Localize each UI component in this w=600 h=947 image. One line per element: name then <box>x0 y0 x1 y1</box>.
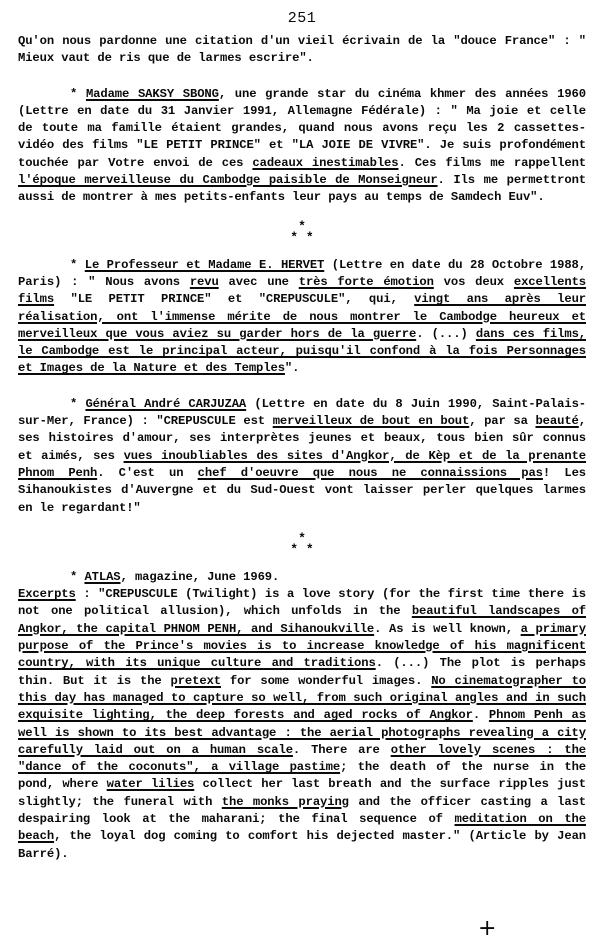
underlined-text-run: beautiful landscapes of Angkor, the capital PHNOM PENH, and Sihanoukville <box>18 604 587 636</box>
text-run: , une grande star du cinéma khmer des années 1960 (Lettre en date du 31 Janvier 1991, Allemagne Fédérale) : " Ma joie et celle de toute ma famille étaient grandes, quand nous avons reçu les 2 cassettes-vidéo des films "LE PETIT PRINCE" et "LA JOIE DE VIVRE". Je suis profondément touchée par Votre envoi de ces <box>18 86 586 170</box>
underlined-text-run: the monks praying <box>221 794 349 809</box>
asterisk-line: * <box>298 218 306 234</box>
underlined-text-run: Madame SAKSY SBONG <box>85 86 219 101</box>
text-run: ". <box>284 361 300 376</box>
text-run: , par sa <box>469 414 536 429</box>
text-run: . <box>472 708 489 723</box>
underlined-text-run: ATLAS <box>84 569 121 584</box>
underlined-text-run: meditation on the beach <box>18 811 586 844</box>
page-number: 251 <box>287 10 317 27</box>
underlined-text-run: vues inoubliables des sites d'Angkor, de Kèp et de la prenante Phnom Penh <box>18 448 587 480</box>
underlined-text-run: Général André CARJUZAA <box>85 396 247 411</box>
text-run: (Lettre en date du 28 Octobre 1988, Paris) : " Nous avons <box>18 257 586 289</box>
underlined-text-run: revu <box>189 274 219 289</box>
text-run: Qu'on nous pardonne une citation d'un vieil écrivain de la "douce France" : " Mieux vaut de ris que de larmes escrire". <box>18 34 586 66</box>
underlined-text-run: other lovely scenes : the "dance of the coconuts", a village pastime <box>18 742 586 775</box>
underlined-text-run: Excerpts <box>18 587 76 602</box>
text-run: . (...) <box>416 326 476 341</box>
underlined-text-run: No cinematographer to this day has managed to capture so well, from such original angles and in such exquisite lighting, the deep forests and aged rocks of Angkor <box>18 673 586 723</box>
text-run: . There are <box>292 742 391 757</box>
text-run: "LE PETIT PRINCE" et "CREPUSCULE", qui, <box>54 292 415 307</box>
underlined-text-run: vingt ans après leur réalisation, ont l'immense mérite de nous montrer le Cambodge heureux et merveilleux que vous aviez su garder hors de la guerre <box>18 292 586 341</box>
text-run: for some wonderful images. <box>221 673 432 688</box>
paragraph-saksy-sbong <box>18 86 586 207</box>
asterisk-line: * * <box>290 229 314 245</box>
separator-asterisks <box>18 218 586 245</box>
text-run: vos deux <box>433 274 514 289</box>
spacer <box>18 68 586 86</box>
text-run: . (...) The plot is perhaps thin. But it is the <box>18 656 586 688</box>
paragraph-intro-quote <box>18 33 586 68</box>
paragraph-hervet <box>18 257 586 378</box>
asterisk-line: * * <box>290 541 314 557</box>
text-run: . Ils me permettront aussi de montrer à mes petits-enfants leur pays au temps de Samdech Euv". <box>18 173 586 205</box>
text-run: (Lettre en date du 8 Juin 1990, Saint-Palais-sur-Mer, France) : "CREPUSCULE est <box>18 396 586 429</box>
paragraph-atlas <box>18 569 586 863</box>
text-run: and the officer casting a last despairing look at the maharani; the final sequence of <box>18 794 587 826</box>
separator-asterisks <box>18 530 586 557</box>
underlined-text-run: Le Professeur et Madame E. HERVET <box>84 257 325 272</box>
underlined-text-run: Phnom Penh as well is shown to its best advantage : the aerial photographs revealing a city carefully laid out on a human scale <box>18 708 586 757</box>
underlined-text-run: a primary purpose of the Prince's movies is to increase knowledge of his magnificent country, with its unique culture and traditions <box>18 621 586 671</box>
underlined-text-run: beauté <box>535 414 579 429</box>
text-run: * <box>70 396 86 411</box>
underlined-text-run: excellents films <box>18 274 587 307</box>
text-run: : "CREPUSCULE (Twilight) is a love story (for the first time there is not one political allusion), which unfolds in the <box>18 587 586 619</box>
paragraph-carjuzaa <box>18 396 586 517</box>
text-run: collect her last breath and the surface ripples just slightly; the funeral with <box>18 777 586 809</box>
asterisk-line: * <box>298 530 306 546</box>
text-run: * <box>70 569 85 584</box>
handwritten-mark: + <box>478 916 497 941</box>
underlined-text-run: dans ces films, le Cambodge est le principal acteur, puisqu'il confond à la fois Personnages et Images de la Nature et des Temples <box>18 326 586 376</box>
text-run: , magazine, June 1969. <box>120 569 280 584</box>
text-run: . As is well known, <box>374 621 521 636</box>
underlined-text-run: chef d'oeuvre que nous ne connaissions pas <box>197 465 543 480</box>
text-run: , the loyal dog coming to comfort his dejected master." (Article by Jean Barré). <box>18 829 586 861</box>
text-run: . Ces films me rappellent <box>398 155 587 170</box>
text-run: avec une <box>218 274 299 289</box>
text-run: ; the death of the nurse in the pond, where <box>18 760 587 792</box>
text-run: ! Les Sihanoukistes d'Auvergne et du Sud-Ouest vont laisser perler quelques larmes en le regardant!" <box>18 465 586 515</box>
text-run: * <box>70 86 86 101</box>
underlined-text-run: l'époque merveilleuse du Cambodge paisible de Monseigneur <box>18 173 438 188</box>
underlined-text-run: merveilleux de bout en bout <box>272 414 470 429</box>
underlined-text-run: cadeaux inestimables <box>252 155 399 170</box>
spacer <box>18 378 586 396</box>
underlined-text-run: water lilies <box>106 777 195 792</box>
text-run: , ses histoires d'amour, ses interprètes jeunes et beaux, tous bien sûr connus et aimés, ses <box>18 414 586 463</box>
underlined-text-run: pretext <box>170 673 221 688</box>
underlined-text-run: très forte émotion <box>298 274 434 289</box>
text-run: * <box>70 257 85 272</box>
text-run: . C'est un <box>97 465 198 480</box>
